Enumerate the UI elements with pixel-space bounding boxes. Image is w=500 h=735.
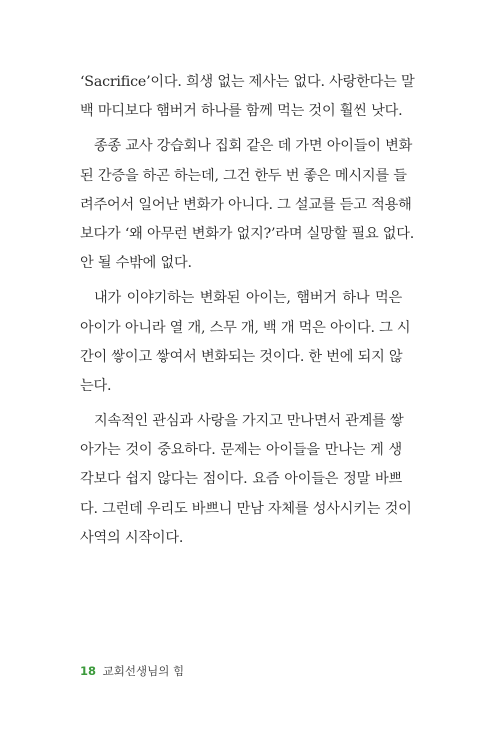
paragraph-1 bbox=[80, 68, 415, 126]
page-number: 18 bbox=[80, 664, 97, 678]
text-line: 된 간증을 하곤 하는데, 그건 한두 번 좋은 메시지를 들 bbox=[80, 167, 407, 184]
paragraph-4 bbox=[80, 407, 412, 553]
text-line: 지속적인 관심과 사랑을 가지고 만나면서 관계를 쌓 bbox=[94, 413, 404, 430]
text-line: 보다가 ‘왜 아무런 변화가 없지?’라며 실망할 필요 없다. bbox=[80, 225, 415, 242]
page-footer bbox=[80, 663, 184, 679]
text-line: 는다. bbox=[80, 377, 112, 394]
text-line: 내가 이야기하는 변화된 아이는, 햄버거 하나 먹은 bbox=[94, 290, 402, 307]
text-line: 려주어서 일어난 변화가 아니다. 그 설교를 듣고 적용해 bbox=[80, 196, 412, 213]
text-line: 백 마디보다 햄버거 하나를 함께 먹는 것이 훨씬 낫다. bbox=[80, 103, 403, 120]
paragraph-2 bbox=[80, 132, 415, 278]
body-text bbox=[80, 68, 415, 559]
text-line: 아가는 것이 중요하다. 문제는 아이들을 만나는 게 생 bbox=[80, 442, 402, 459]
text-line: 안 될 수밖에 없다. bbox=[80, 255, 192, 272]
text-line: ‘Sacrifice’이다. 희생 없는 제사는 없다. 사랑한다는 말 bbox=[80, 74, 415, 90]
text-line: 종종 교사 강습회나 집회 같은 데 가면 아이들이 변화 bbox=[94, 138, 413, 155]
text-line: 각보다 쉽지 않다는 점이다. 요즘 아이들은 정말 바쁘 bbox=[80, 471, 402, 488]
text-line: 사역의 시작이다. bbox=[80, 529, 184, 546]
text-line: 간이 쌓이고 쌓여서 변화되는 것이다. 한 번에 되지 않 bbox=[80, 348, 403, 365]
text-line: 다. 그런데 우리도 바쁘니 만남 자체를 성사시키는 것이 bbox=[80, 500, 412, 517]
book-title: 교회선생님의 힘 bbox=[102, 664, 185, 678]
text-line: 아이가 아니라 열 개, 스무 개, 백 개 먹은 아이다. 그 시 bbox=[80, 319, 411, 336]
paragraph-3 bbox=[80, 284, 411, 401]
